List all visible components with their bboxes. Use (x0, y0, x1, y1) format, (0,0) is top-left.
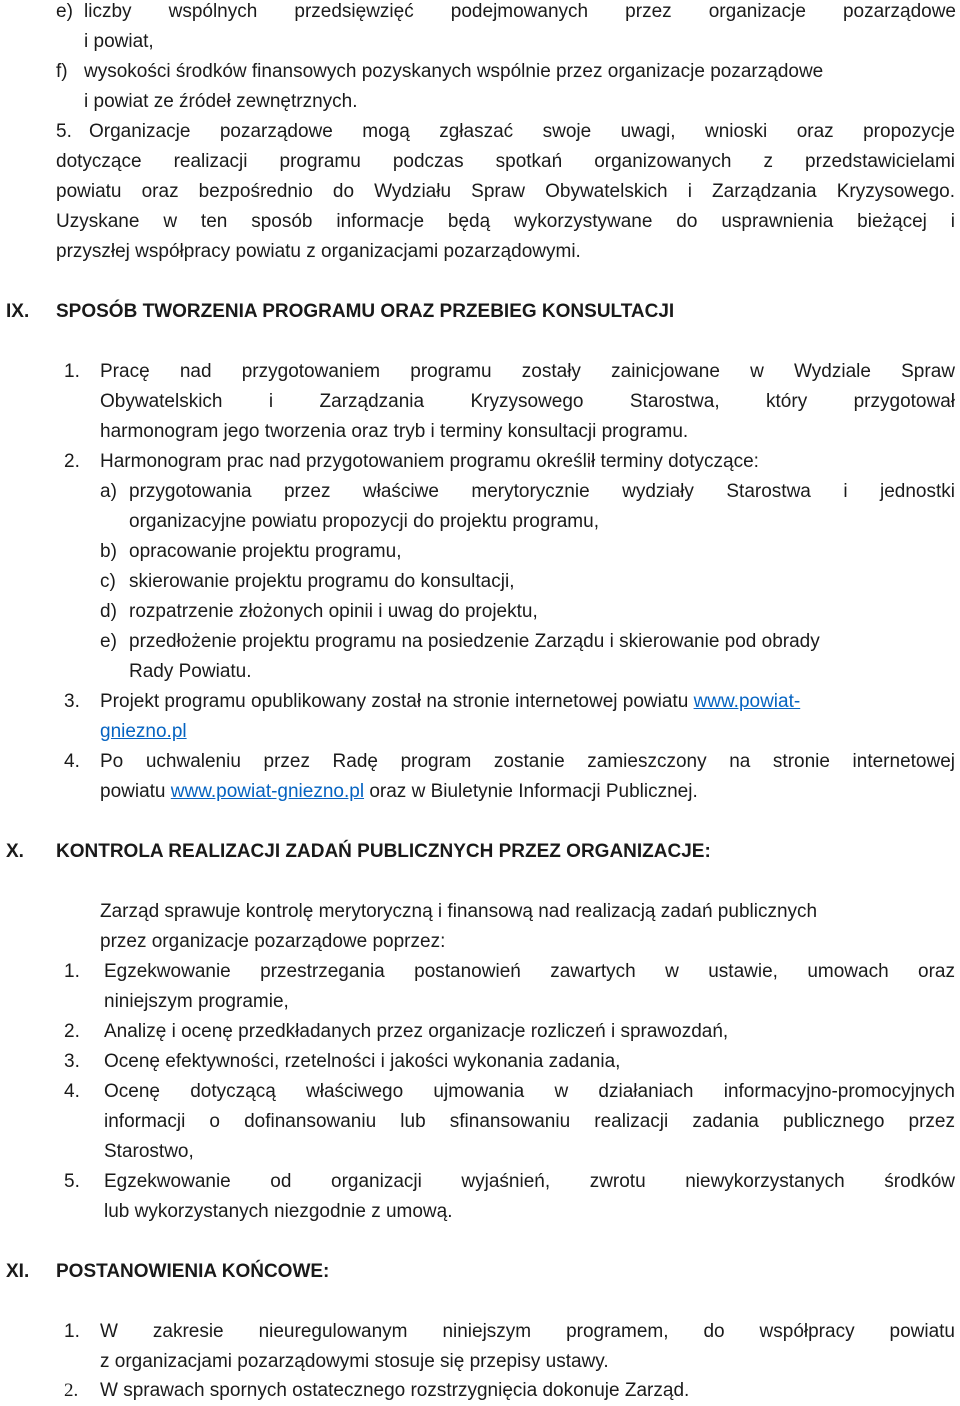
list-item-text: Pracę nad przygotowaniem programu zostały zainicjowane w Wydziale Spraw (100, 361, 955, 382)
list-marker: 1. (64, 1321, 80, 1342)
list-item-text: Obywatelskich i Zarządzania Kryzysowego Starostwa, który przygotował (100, 391, 955, 412)
list-item-text: Analizę i ocenę przedkładanych przez organizacje rozliczeń i sprawozdań, (104, 1021, 729, 1042)
list-marker: e) (56, 1, 73, 22)
list-marker: d) (100, 601, 117, 622)
list-item-text: organizacyjne powiatu propozycji do projektu programu, (129, 511, 599, 532)
list-item-text: Ocenę efektywności, rzetelności i jakości wykonania zadania, (104, 1051, 621, 1072)
list-marker: 2. (64, 1021, 80, 1042)
list-marker: 5. (56, 121, 72, 142)
list-item-line (100, 777, 698, 807)
list-marker: 1. (64, 361, 80, 382)
section-title: POSTANOWIENIA KOŃCOWE: (56, 1261, 330, 1282)
paragraph-text: dotyczące realizacji programu podczas spotkań organizowanych z przedstawicielami (56, 151, 955, 172)
list-item-text: W sprawach spornych ostatecznego rozstrzygnięcia dokonuje Zarząd. (100, 1380, 690, 1401)
list-item-text: harmonogram jego tworzenia oraz tryb i terminy konsultacji programu. (100, 421, 689, 442)
website-link-continuation[interactable]: gniezno.pl (100, 721, 187, 742)
list-item-text: liczby wspólnych przedsięwzięć podejmowanych przez organizacje pozarządowe (84, 1, 956, 22)
list-marker: 4. (64, 751, 80, 772)
list-item-text: Harmonogram prac nad przygotowaniem programu określił terminy dotyczące: (100, 451, 759, 472)
list-marker: 5. (64, 1171, 80, 1192)
list-marker: 1. (64, 961, 80, 982)
list-item-line (100, 687, 800, 717)
paragraph-text: Uzyskane w ten sposób informacje będą wykorzystywane do usprawnienia bieżącej i (56, 211, 955, 232)
list-item-text: lub wykorzystanych niezgodnie z umową. (104, 1201, 453, 1222)
section-number: X. (6, 841, 24, 862)
website-link[interactable]: www.powiat-gniezno.pl (170, 781, 365, 802)
list-marker: a) (100, 481, 117, 502)
list-marker: 4. (64, 1081, 80, 1102)
list-item-text: skierowanie projektu programu do konsultacji, (129, 571, 515, 592)
list-item-text: informacji o dofinansowaniu lub sfinansowaniu realizacji zadania publicznego przez (104, 1111, 955, 1132)
list-item-text: Egzekwowanie od organizacji wyjaśnień, zwrotu niewykorzystanych środków (104, 1171, 955, 1192)
paragraph-text: powiatu oraz bezpośrednio do Wydziału Spraw Obywatelskich i Zarządzania Kryzysowego. (56, 181, 955, 202)
list-marker: 2. (64, 1380, 79, 1401)
paragraph-text: Zarząd sprawuje kontrolę merytoryczną i finansową nad realizacją zadań publicznych (100, 901, 818, 922)
section-title: SPOSÓB TWORZENIA PROGRAMU ORAZ PRZEBIEG KONSULTACJI (56, 301, 675, 322)
list-marker: 3. (64, 691, 80, 712)
list-item-text: Projekt programu opublikowany został na stronie internetowej powiatu (100, 691, 689, 712)
list-item-text: z organizacjami pozarządowymi stosuje się przepisy ustawy. (100, 1351, 609, 1372)
list-item-text: Po uchwaleniu przez Radę program zostanie zamieszczony na stronie internetowej (100, 751, 955, 772)
list-marker: c) (100, 571, 116, 592)
list-item-text: przygotowania przez właściwe merytorycznie wydziały Starostwa i jednostki (129, 481, 955, 502)
list-item-line (100, 717, 187, 747)
list-item-text: opracowanie projektu programu, (129, 541, 402, 562)
section-number: IX. (6, 301, 30, 322)
list-item-text: powiatu (100, 781, 166, 802)
list-marker: b) (100, 541, 117, 562)
list-marker: 2. (64, 451, 80, 472)
list-item-text: wysokości środków finansowych pozyskanych wspólnie przez organizacje pozarządowe (84, 61, 824, 82)
list-item-text: Rady Powiatu. (129, 661, 252, 682)
list-marker: e) (100, 631, 117, 652)
paragraph-text: przyszłej współpracy powiatu z organizacjami pozarządowymi. (56, 241, 581, 262)
section-number: XI. (6, 1261, 30, 1282)
list-item-text: Starostwo, (104, 1141, 194, 1162)
list-item-text: rozpatrzenie złożonych opinii i uwag do projektu, (129, 601, 538, 622)
list-item-text: Egzekwowanie przestrzegania postanowień zawartych w ustawie, umowach oraz (104, 961, 955, 982)
website-link[interactable]: www.powiat- (693, 691, 801, 712)
paragraph-text: Organizacje pozarządowe mogą zgłaszać swoje uwagi, wnioski oraz propozycje (89, 121, 955, 142)
list-item-text: przedłożenie projektu programu na posiedzenie Zarządu i skierowanie pod obrady (129, 631, 820, 652)
section-title: KONTROLA REALIZACJI ZADAŃ PUBLICZNYCH PRZEZ ORGANIZACJE: (56, 841, 711, 862)
list-marker: 3. (64, 1051, 80, 1072)
list-item-text: oraz w Biuletynie Informacji Publicznej. (369, 781, 698, 802)
list-item-text: W zakresie nieuregulowanym niniejszym programem, do współpracy powiatu (100, 1321, 955, 1342)
list-item-text: i powiat, (84, 31, 154, 52)
list-item-text: niniejszym programie, (104, 991, 289, 1012)
list-marker: f) (56, 61, 68, 82)
list-item-text: i powiat ze źródeł zewnętrznych. (84, 91, 358, 112)
paragraph-text: przez organizacje pozarządowe poprzez: (100, 931, 446, 952)
list-item-text: Ocenę dotyczącą właściwego ujmowania w działaniach informacyjno-promocyjnych (104, 1081, 955, 1102)
